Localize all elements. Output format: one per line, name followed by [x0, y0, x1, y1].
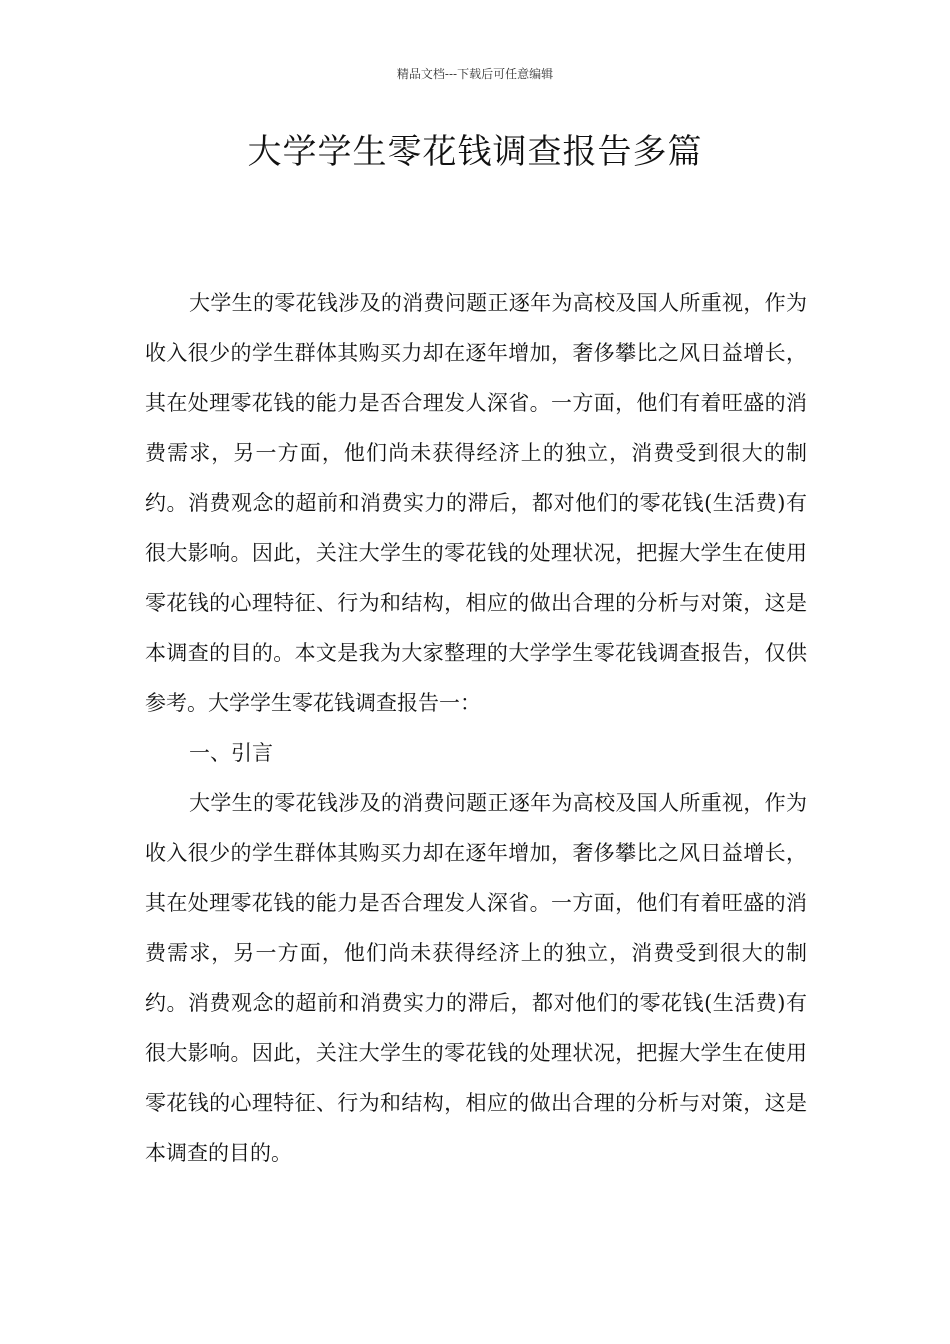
document-body	[145, 278, 807, 1178]
section-heading-introduction: 一、引言	[189, 741, 273, 765]
intro-paragraph: 大学生的零花钱涉及的消费问题正逐年为高校及国人所重视，作为收入很少的学生群体其购买力却在逐年增加，奢侈攀比之风日益增长，其在处理零花钱的能力是否合理发人深省。一方面，他们有着旺盛的消费需求，另一方面，他们尚未获得经济上的独立，消费受到很大的制约。消费观念的超前和消费实力的滞后，都对他们的零花钱(生活费)有很大影响。因此，关注大学生的零花钱的处理状况，把握大学生在使用零花钱的心理特征、行为和结构，相应的做出合理的分析与对策，这是本调查的目的。本文是我为大家整理的大学学生零花钱调查报告，仅供参考。大学学生零花钱调查报告一：	[145, 291, 807, 715]
header-note: 精品文档---下载后可任意编辑	[396, 67, 554, 81]
document-title: 大学学生零花钱调查报告多篇	[247, 132, 703, 172]
body-paragraph: 大学生的零花钱涉及的消费问题正逐年为高校及国人所重视，作为收入很少的学生群体其购买力却在逐年增加，奢侈攀比之风日益增长，其在处理零花钱的能力是否合理发人深省。一方面，他们有着旺盛的消费需求，另一方面，他们尚未获得经济上的独立，消费受到很大的制约。消费观念的超前和消费实力的滞后，都对他们的零花钱(生活费)有很大影响。因此，关注大学生的零花钱的处理状况，把握大学生在使用零花钱的心理特征、行为和结构，相应的做出合理的分析与对策，这是本调查的目的。	[145, 791, 807, 1165]
